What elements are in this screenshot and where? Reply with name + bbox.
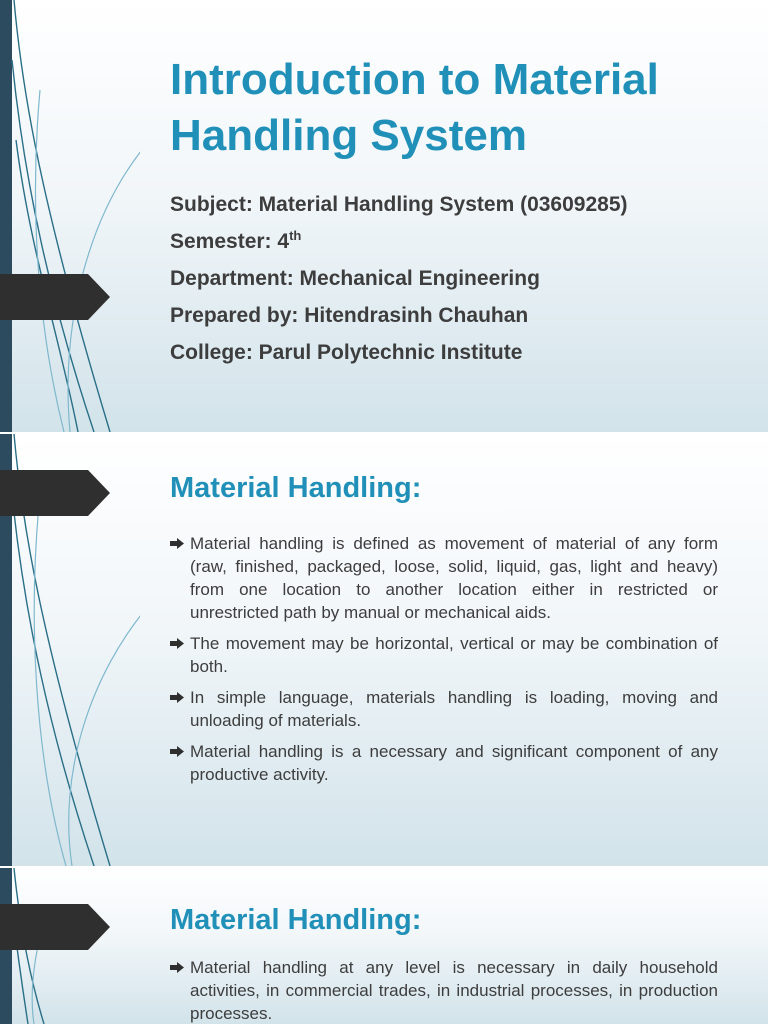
- arrow-tab-icon: [0, 274, 110, 320]
- bullet-item: In simple language, materials handling is loading, moving and unloading of materials.: [170, 686, 718, 732]
- content-slide: [0, 434, 768, 866]
- right-arrow-bullet-icon: [170, 746, 184, 757]
- bullet-item: Material handling is a necessary and significant component of any productive activity.: [170, 740, 718, 786]
- course-info-list: [170, 186, 628, 371]
- right-arrow-bullet-icon: [170, 538, 184, 549]
- content-slide: [0, 868, 768, 1024]
- swoosh-decoration-icon: [0, 0, 140, 432]
- bullet-item: Material handling is defined as movement of material of any form (raw, finished, packaged, loose, solid, liquid, gas, light and heavy) from one location to another location either in restricted or unrestricted path by manual or mechanical aids.: [170, 532, 718, 624]
- info-prepared-by: Prepared by: Hitendrasinh Chauhan: [170, 304, 529, 327]
- right-arrow-bullet-icon: [170, 638, 184, 649]
- slide-heading: Material Handling:: [170, 904, 422, 936]
- right-arrow-bullet-icon: [170, 962, 184, 973]
- title-slide: [0, 0, 768, 432]
- info-college: College: Parul Polytechnic Institute: [170, 341, 523, 364]
- bullet-list: [170, 956, 718, 1024]
- arrow-tab-icon: [0, 904, 110, 950]
- arrow-tab-icon: [0, 470, 110, 516]
- slide-heading: Material Handling:: [170, 472, 422, 504]
- info-subject: Subject: Material Handling System (03609285): [170, 193, 628, 216]
- info-department: Department: Mechanical Engineering: [170, 267, 540, 290]
- right-arrow-bullet-icon: [170, 692, 184, 703]
- info-semester: Semester: 4th: [170, 228, 302, 253]
- bullet-item: Material handling at any level is necessary in daily household activities, in commercial trades, in industrial processes, in production processes.: [170, 956, 718, 1024]
- bullet-list: [170, 532, 718, 794]
- page-title: Introduction to Material Handling System: [170, 55, 659, 160]
- bullet-item: The movement may be horizontal, vertical or may be combination of both.: [170, 632, 718, 678]
